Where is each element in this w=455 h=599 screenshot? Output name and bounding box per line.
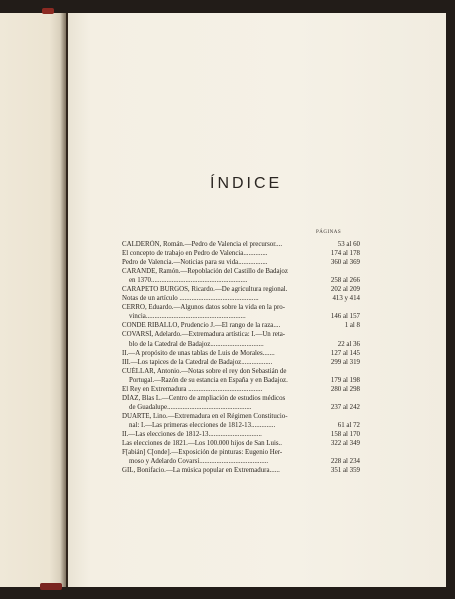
page-title: ÍNDICE [210, 175, 283, 192]
index-entry-pages: 360 al 369 [330, 259, 360, 267]
index-entry [122, 349, 360, 358]
index-entry-pages: 237 al 242 [330, 403, 360, 411]
index-entry-text: GIL, Bonifacio.—La música popular en Extremadura...... [122, 467, 280, 475]
index-entry-text: CALDERÓN, Román.—Pedro de Valencia el precursor.... [122, 241, 283, 248]
index-entry-pages: 228 al 234 [330, 458, 360, 466]
index-entry-pages: 1 al 8 [344, 322, 360, 330]
index-entry-text: II.—A propósito de unas tablas de Luis de Morales....... [122, 349, 275, 357]
index-entry-pages [322, 394, 360, 403]
index-entry [122, 448, 360, 457]
index-entry [122, 340, 360, 349]
index-entry-text: Las elecciones de 1821.—Los 100.000 hijos de San Luis.. [122, 440, 282, 448]
index-entry-text: blo de la Catedral de Badajoz............................... [129, 340, 264, 348]
pages-column-header: PÁGINAS [316, 230, 342, 235]
index-entry-pages [322, 412, 360, 421]
left-page [0, 13, 66, 587]
index-entry [122, 358, 360, 367]
index-entry-pages: 53 al 60 [337, 241, 360, 248]
index-entry-pages: 61 al 72 [337, 421, 360, 429]
index-entry-text: II.—Las elecciones de 1812-13............................... [122, 430, 262, 438]
index-entry-pages [322, 330, 360, 339]
index-entry-pages: 202 al 209 [330, 286, 360, 294]
index-entry-text: Pedro de Valencia.—Noticias para su vida................. [122, 259, 268, 267]
index-entry-pages: 299 al 319 [330, 358, 360, 366]
index-entry-text: CARANDE, Ramón.—Repoblación del Castillo de Badajoz [122, 268, 288, 276]
index-entry-pages [322, 267, 360, 276]
index-entry [122, 321, 360, 330]
index-entry-text: moso y Adelardo Covarsí........................................ [129, 458, 269, 466]
index-entry [122, 385, 360, 394]
index-entry-text: vincia.......................................................... [129, 313, 246, 321]
index-entry-text: F[abián] C[onde].—Exposición de pinturas: Eugenio Her- [122, 449, 283, 457]
index-entry [122, 466, 360, 475]
index-entry-pages: 158 al 170 [330, 430, 360, 438]
index-entry-text: en 1370........................................................ [129, 277, 248, 285]
index-entry [122, 303, 360, 312]
index-entry [122, 258, 360, 267]
index-entry-text: Portugal.—Razón de su estancia en España y en Badajoz. [129, 376, 288, 384]
index-entry-pages: 179 al 198 [330, 376, 360, 384]
index-entry [122, 312, 360, 321]
index-entry [122, 285, 360, 294]
index-entry [122, 394, 360, 403]
index-entry-text: COVARSÍ, Adelardo.—Extremadura artística: I.—Un reta- [122, 331, 286, 339]
index-entry [122, 267, 360, 276]
index-entry [122, 240, 360, 249]
index-list [122, 240, 360, 475]
index-entry [122, 367, 360, 376]
index-entry-pages [322, 448, 360, 457]
index-entry-text: Notas de un artículo .............................................. [122, 295, 259, 303]
index-entry-pages [322, 367, 360, 376]
index-entry-pages: 322 al 349 [330, 440, 360, 448]
index-entry [122, 430, 360, 439]
index-entry-text: de Guadalupe................................................. [129, 403, 252, 411]
index-entry-pages: 174 al 178 [330, 250, 360, 258]
index-entry [122, 412, 360, 421]
index-entry-text: CUÉLLAR, Antonio.—Notas sobre el rey don Sebastián de [122, 367, 287, 375]
index-entry-text: CONDE RIBALLO, Prudencio J.—El rango de la raza.... [122, 322, 281, 330]
index-entry-text: CERRO, Eduardo.—Algunos datos sobre la vida en la pro- [122, 304, 286, 312]
index-entry [122, 376, 360, 385]
index-entry-pages [322, 303, 360, 312]
red-tab-bottom [40, 583, 62, 590]
index-entry [122, 403, 360, 412]
index-entry-pages: 258 al 266 [330, 277, 360, 285]
index-entry [122, 276, 360, 285]
index-entry-pages: 127 al 145 [330, 349, 360, 357]
index-entry-text: nal: I.—Las primeras elecciones de 1812-13.............. [129, 421, 276, 429]
index-entry [122, 330, 360, 339]
index-entry-text: El concepto de trabajo en Pedro de Valencia.............. [122, 250, 268, 258]
index-entry-text: CARAPETO BURGOS, Ricardo.—De agricultura regional. [122, 286, 288, 294]
index-entry [122, 421, 360, 430]
index-entry-pages: 22 al 36 [337, 340, 360, 348]
index-entry-pages: 280 al 298 [330, 385, 360, 393]
index-entry [122, 294, 360, 303]
index-entry [122, 249, 360, 258]
index-entry-pages: 351 al 359 [330, 467, 360, 475]
red-tab-top [42, 8, 54, 14]
index-entry-pages: 146 al 157 [330, 313, 360, 321]
index-entry [122, 457, 360, 466]
index-entry-text: III.—Los tapices de la Catedral de Badajoz.................. [122, 358, 273, 366]
index-entry-text: El Rey en Extremadura ........................................... [122, 385, 263, 393]
index-entry-text: DUARTE, Lino.—Extremadura en el Régimen Constitucio- [122, 412, 288, 420]
index-entry-pages: 413 y 414 [332, 295, 360, 303]
index-entry-text: DÍAZ, Blas L.—Centro de ampliación de estudios médicos [122, 394, 286, 402]
index-entry [122, 439, 360, 448]
